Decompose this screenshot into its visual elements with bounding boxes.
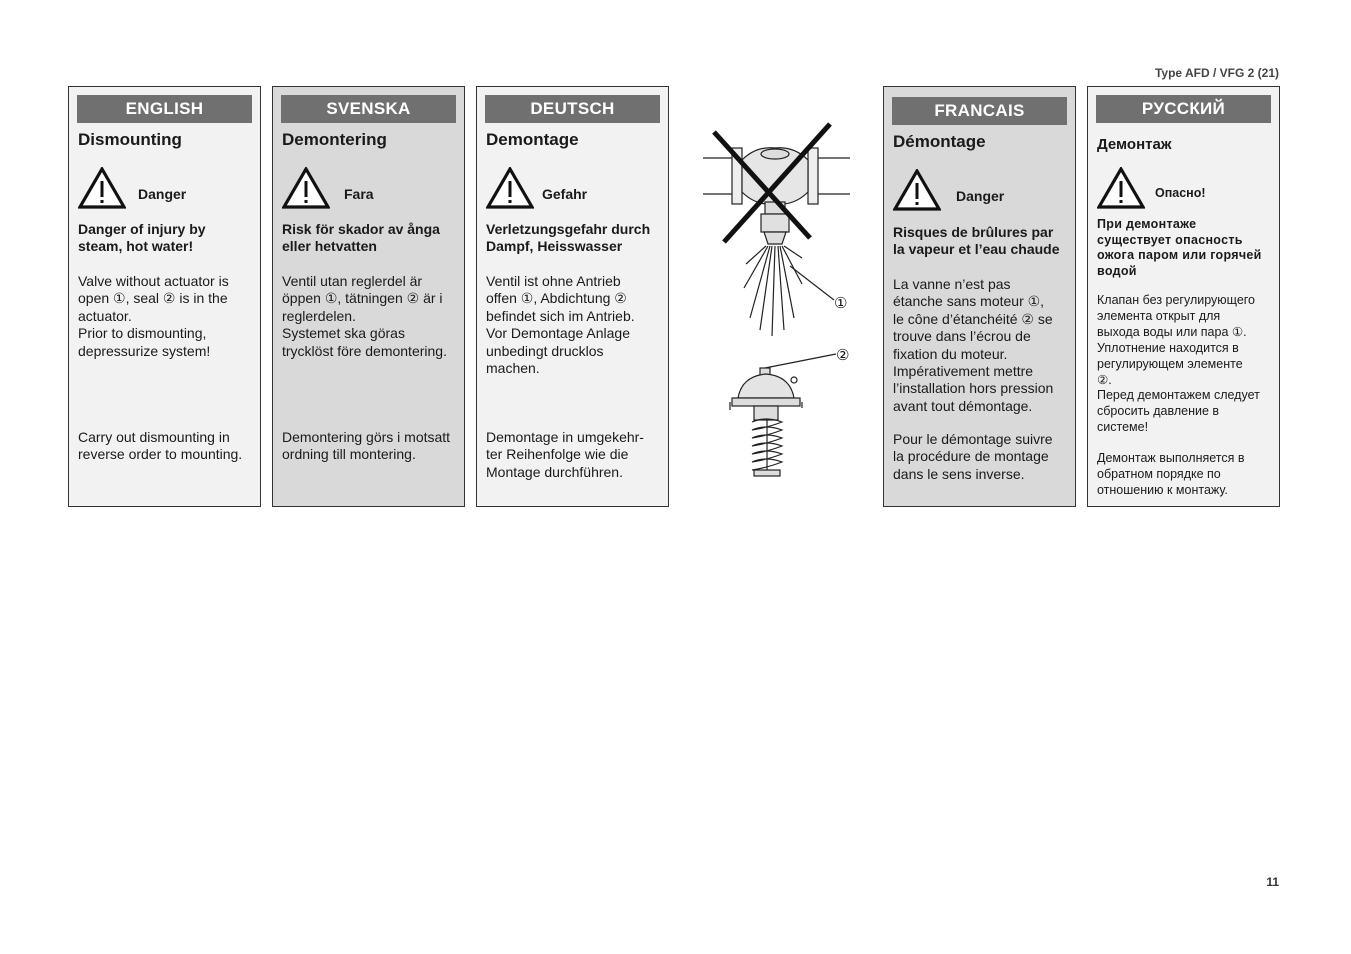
panel-francais xyxy=(883,86,1076,507)
warning-triangle-icon xyxy=(486,167,534,209)
instruction-text: Ventil ist ohne Antrieb offen ①, Abdichtung ② befindet sich im Antrieb. Vor Demontage Anlage unbedingt drucklos machen. xyxy=(486,273,635,377)
valve-dismounting-figure xyxy=(698,118,868,488)
warning-triangle-icon xyxy=(1097,167,1145,209)
procedure-text: Carry out dismounting in reverse order to mounting. xyxy=(78,429,243,463)
warning-label: Danger xyxy=(138,186,187,202)
section-title: Демонтаж xyxy=(1097,136,1172,153)
panel-deutsch xyxy=(476,86,669,507)
section-title: Démontage xyxy=(893,132,986,151)
language-header: SVENSKA xyxy=(281,95,456,123)
section-title: Demontage xyxy=(486,130,579,149)
section-title: Demontering xyxy=(282,130,387,149)
document-reference: Type AFD / VFG 2 (21) xyxy=(1154,66,1279,80)
procedure-text: Demontage in umgekehr- ter Reihenfolge wie die Montage durchführen. xyxy=(486,429,644,480)
warning-label: Опасно! xyxy=(1155,186,1206,200)
panel-svenska xyxy=(272,86,465,507)
callout-1: ① xyxy=(834,294,848,312)
instruction-text: Valve without actuator is open ①, seal ② is in the actuator. Prior to dismounting, depressurize system! xyxy=(78,273,229,359)
warning-triangle-icon xyxy=(78,167,126,209)
warning-block xyxy=(893,169,1073,213)
language-header: FRANCAIS xyxy=(892,97,1067,125)
hazard-text: Risk för skador av ånga eller hetvatten xyxy=(282,221,440,255)
warning-label: Fara xyxy=(344,186,374,202)
warning-block xyxy=(1097,167,1277,211)
section-title: Dismounting xyxy=(78,130,182,149)
language-header: DEUTSCH xyxy=(485,95,660,123)
language-header: ENGLISH xyxy=(77,95,252,123)
hazard-text: Danger of injury by steam, hot water! xyxy=(78,221,206,255)
warning-label: Gefahr xyxy=(542,186,588,202)
warning-triangle-icon xyxy=(282,167,330,209)
hazard-text: Risques de brûlures par la vapeur et l’eau chaude xyxy=(893,224,1060,258)
instruction-text: Ventil utan reglerdel är öppen ①, tätningen ② är i reglerdelen. Systemet ska göras trycklöst före demontering. xyxy=(282,273,447,359)
instruction-text: La vanne n’est pas étanche sans moteur ①, le cône d’étanchéité ② se trouve dans l’écrou de fixation du moteur. Impérativement mettre l’installation hors pression avant tout démontage. xyxy=(893,276,1054,414)
procedure-text: Demontering görs i motsatt ordning till montering. xyxy=(282,429,451,463)
page-number: 11 xyxy=(1266,875,1279,889)
warning-triangle-icon xyxy=(893,169,941,211)
callout-2: ② xyxy=(836,346,850,364)
instruction-text: Клапан без регулирующего элемента открыт для выхода воды или пара ①. Уплотнение находится в регулирующем элементе ②. Перед демонтажем следует сбросить давление в системе! xyxy=(1097,293,1260,435)
valve-diagram-icon xyxy=(698,118,868,488)
warning-label: Danger xyxy=(956,188,1005,204)
hazard-text: При демонтаже существует опасность ожога паром или горячей водой xyxy=(1097,217,1262,278)
panel-russian xyxy=(1087,86,1280,507)
panel-english xyxy=(68,86,261,507)
procedure-text: Pour le démontage suivre la procédure de montage dans le sens inverse. xyxy=(893,431,1053,482)
language-header: РУССКИЙ xyxy=(1096,95,1271,123)
hazard-text: Verletzungsgefahr durch Dampf, Heisswasser xyxy=(486,221,651,255)
procedure-text: Демонтаж выполняется в обратном порядке по отношению к монтажу. xyxy=(1097,451,1245,497)
warning-block xyxy=(78,167,258,211)
warning-block xyxy=(282,167,462,211)
warning-block xyxy=(486,167,666,211)
